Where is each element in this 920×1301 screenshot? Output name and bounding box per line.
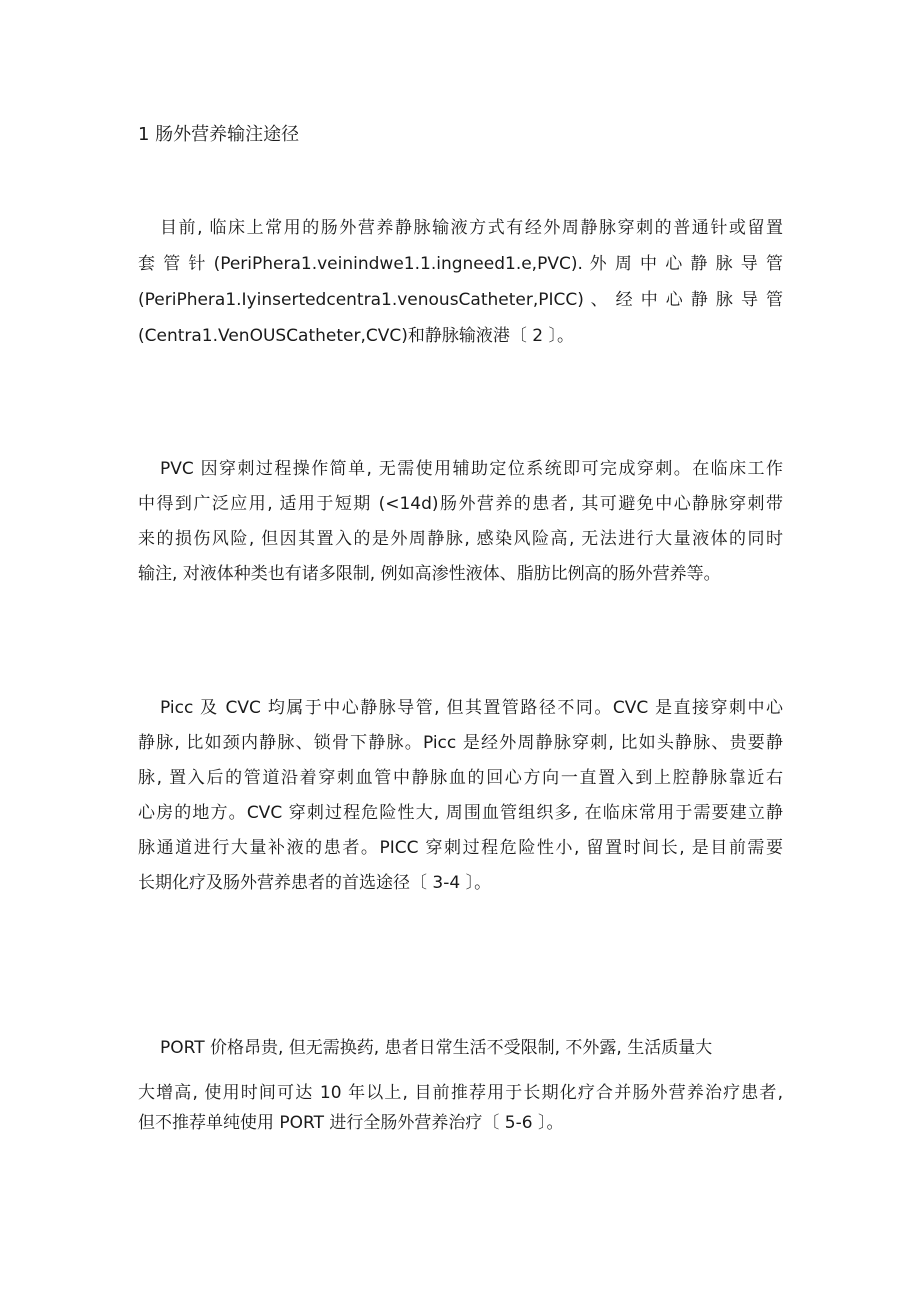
paragraph-line: Picc 及 CVC 均属于中心静脉导管, 但其置管路径不同。CVC 是直接穿刺中心 (160, 698, 783, 718)
paragraph-line: PORT 价格昂贵, 但无需换药, 患者日常生活不受限制, 不外露, 生活质量大 (160, 1038, 713, 1058)
paragraph-line: (PeriPhera1.Iyinsertedcentra1.venousCatheter,PICC) 、 经 中 心 静 脉 导 管 (138, 290, 783, 310)
paragraph-line: 静脉, 比如颈内静脉、锁骨下静脉。Picc 是经外周静脉穿刺, 比如头静脉、贵要静 (138, 733, 783, 753)
paragraph-line: 长期化疗及肠外营养患者的首选途径〔 3-4 〕。 (138, 873, 492, 893)
paragraph-line: 中得到广泛应用, 适用于短期 (<14d)肠外营养的患者, 其可避免中心静脉穿刺带 (138, 494, 783, 514)
section-heading: 1 肠外营养输注途径 (138, 124, 300, 145)
paragraph-infusion-methods (138, 210, 783, 354)
paragraph-line: 脉, 置入后的管道沿着穿刺血管中静脉血的回心方向一直置入到上腔静脉靠近右 (138, 768, 783, 788)
paragraph-line: 大增高, 使用时间可达 10 年以上, 目前推荐用于长期化疗合并肠外营养治疗患者, (138, 1083, 783, 1103)
paragraph-pvc (138, 452, 783, 592)
paragraph-line: 心房的地方。CVC 穿刺过程危险性大, 周围血管组织多, 在临床常用于需要建立静 (138, 803, 783, 823)
paragraph-line: 来的损伤风险, 但因其置入的是外周静脉, 感染风险高, 无法进行大量液体的同时 (138, 529, 783, 549)
paragraph-line: (Centra1.VenOUSCatheter,CVC)和静脉输液港〔 2 〕。 (138, 326, 575, 346)
paragraph-line: PVC 因穿刺过程操作简单, 无需使用辅助定位系统即可完成穿刺。在临床工作 (160, 459, 783, 479)
paragraph-line: 输注, 对液体种类也有诸多限制, 例如高渗性液体、脂肪比例高的肠外营养等。 (138, 564, 721, 584)
paragraph-port (138, 1030, 783, 1138)
paragraph-line: 脉通道进行大量补液的患者。PICC 穿刺过程危险性小, 留置时间长, 是目前需要 (138, 838, 783, 858)
paragraph-line: 但不推荐单纯使用 PORT 进行全肠外营养治疗〔 5-6 〕。 (138, 1113, 564, 1133)
paragraph-picc-cvc (138, 691, 783, 901)
paragraph-line: 套 管 针 (PeriPhera1.veinindwe1.1.ingneed1.e,PVC). 外 周 中 心 静 脉 导 管 (138, 254, 783, 274)
paragraph-line: 目前, 临床上常用的肠外营养静脉输液方式有经外周静脉穿刺的普通针或留置 (160, 218, 783, 238)
